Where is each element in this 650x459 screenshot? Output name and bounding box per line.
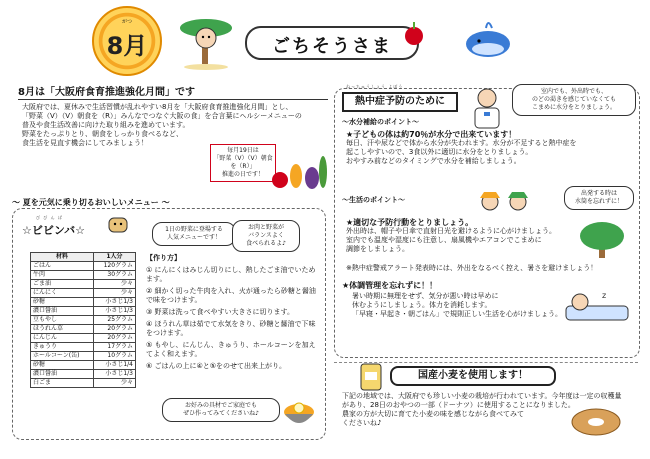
badge-line: 毎月19日は: [227, 147, 259, 154]
recipe-name-ruby: び び ん ば: [36, 215, 63, 220]
heading-ruby: ねっちゅうしょう よぼう: [346, 84, 404, 89]
step-item: ⑤ もやし、にんじん、きゅうり、ホールコーンを加えてよく和えます。: [146, 341, 316, 358]
badge-line: 「野菜（V）（V）朝食を（R）」: [213, 155, 273, 170]
intro-text: [22, 103, 308, 148]
table-row: [31, 271, 136, 280]
intro-line: 野菜をたっぷりとり、朝食をしっかり食べるなど、: [22, 130, 183, 138]
title-banner: [245, 26, 419, 60]
intro-line: 「野菜（V）（V）朝食を（R）」みんなでつなぐ大阪の食」を合言葉にヘルシーメニューの: [22, 112, 302, 120]
intro-line: 大阪府では、夏休みで生活習慣が乱れやすい8月を「大阪府食育推進強化月間」とし、: [22, 103, 293, 111]
serving-bubble: [152, 222, 236, 246]
vegetable-day-badge: [210, 144, 276, 182]
flour-bag-icon: [358, 358, 384, 392]
step-item: ⑥ ごはんの上に④と⑤をのせて出来上がり。: [146, 362, 287, 370]
recipe-name: ☆ビビンバ☆: [22, 224, 85, 237]
doctor-illustration: [466, 84, 508, 132]
outing-bubble-text: 出発する時は 水筒を忘れずに！: [574, 190, 623, 205]
table-row: [31, 334, 136, 343]
ingredient-amount: 少々: [93, 379, 135, 388]
life-line: ★適切な予防行動をとりましょう。: [346, 218, 474, 227]
flour-line: があり、28日のおやつの一部（ドーナツ）に使用することになりました。: [342, 401, 575, 409]
health-line: 「早寝・早起き・朝ごはん」で規則正しい生活を心がけましょう。: [352, 310, 562, 318]
table-header: 1人分: [93, 253, 135, 262]
donut-illustration: [566, 404, 626, 438]
table-row: [31, 361, 136, 370]
ingredient-name: ホールコーン(缶): [31, 352, 94, 361]
health-text: [352, 292, 562, 319]
ingredient-name: にんにく: [31, 289, 94, 298]
table-header: 材料: [31, 253, 94, 262]
ingredient-amount: 小さじ1/3: [93, 298, 135, 307]
table-row: [31, 289, 136, 298]
life-text: [346, 218, 572, 254]
ingredient-name: 濃口醤油: [31, 370, 94, 379]
table-row: [31, 325, 136, 334]
flour-line: 下記の地域では、大阪府でも珍しい小麦の栽培が行われています。今年度は一定の収穫量: [342, 392, 622, 400]
hydration-line: 毎日、汗や尿などで体から水分が失われます。水分が不足すると熱中症を: [346, 139, 577, 147]
ingredient-amount: 小さじ1/3: [93, 307, 135, 316]
hydration-line: ★子どもの体は約70％が水分で出来ています！: [346, 130, 517, 139]
ingredient-amount: 10グラム: [93, 352, 135, 361]
ingredients-table: [30, 252, 136, 388]
ingredient-name: ごま油: [31, 280, 94, 289]
ingredient-name: にんじん: [31, 334, 94, 343]
hydration-line: 起こしやすいので、3食以外に適切に水分をとりましょう。: [346, 148, 533, 156]
table-row: [31, 307, 136, 316]
health-line: 休むようにしましょう。体力を消耗します。: [352, 301, 492, 309]
ingredient-amount: 少々: [93, 289, 135, 298]
hydration-bubble: [512, 84, 636, 116]
ingredient-name: 豆もやし: [31, 316, 94, 325]
alert-note: ※熱中症警戒アラート発表時には、外出をなるべく控え、暑さを避けましょう！: [346, 264, 598, 272]
ingredient-amount: 小さじ1/4: [93, 361, 135, 370]
life-title: 〜生活のポイント〜: [342, 196, 405, 204]
ingredient-amount: 17グラム: [93, 343, 135, 352]
ingredient-amount: 20グラム: [93, 325, 135, 334]
serving-bubble-text: 1日の野菜に登場する 人気メニューです！: [165, 226, 223, 241]
footer-bubble-text: お好みの具材でご家庭でも ぜひ作ってみてくださいね♪: [183, 402, 259, 417]
ingredient-amount: 20グラム: [93, 334, 135, 343]
steps-title: 【作り方】: [146, 254, 181, 262]
ingredient-name: 白ごま: [31, 379, 94, 388]
children-with-hats-illustration: [476, 186, 536, 216]
ingredient-amount: 25グラム: [93, 316, 135, 325]
tree-shade-illustration: [576, 220, 628, 260]
flour-line: くださいね♪: [342, 419, 382, 427]
table-row: [31, 379, 136, 388]
month-label: 8月: [106, 32, 148, 60]
health-title: ★体調管理を忘れずに！！: [342, 281, 438, 290]
ingredient-name: きゅうり: [31, 343, 94, 352]
cow-icon: [106, 212, 130, 236]
health-line: 暑い時期に無理をせず、気分が悪い時は早めに: [352, 292, 499, 300]
step-item: ③ 野菜は洗って食べやすい大きさに切ります。: [146, 308, 294, 316]
hydration-text: [346, 130, 632, 166]
steps-list: [146, 266, 318, 371]
table-row: [31, 343, 136, 352]
table-row: [31, 280, 136, 289]
life-line: 調節をしましょう。: [346, 245, 409, 253]
ingredient-amount: 小さじ1/3: [93, 370, 135, 379]
ingredient-name: ほうれん草: [31, 325, 94, 334]
ingredient-name: ごはん: [31, 262, 94, 271]
ingredient-name: 濃口醤油: [31, 307, 94, 316]
badge-line: 推進の日です！: [221, 171, 264, 178]
table-row: [31, 298, 136, 307]
ingredient-name: 砂糖: [31, 298, 94, 307]
ingredient-name: 牛肉: [31, 271, 94, 280]
ingredient-amount: 少々: [93, 280, 135, 289]
flour-heading: 国産小麦を使用します！: [390, 366, 556, 386]
hydration-bubble-text: 室内でも、外出時でも、 のどの渇きを感じていなくても こまめに水分をとりましょう。: [531, 88, 616, 111]
left-headline: 8月は「大阪府食育推進強化月間」です: [18, 87, 328, 100]
month-ruby: がつ: [121, 19, 132, 25]
hydration-title: 〜水分補給のポイント〜: [342, 118, 419, 126]
heatstroke-heading: 熱中症予防のために: [342, 92, 458, 112]
table-row: [31, 316, 136, 325]
palm-mascot-illustration: [176, 10, 238, 70]
flour-line: 農家の方が大切に育てた小麦の味を感じながら食べてみて: [342, 410, 524, 418]
table-row: [31, 262, 136, 271]
ingredient-amount: 120グラム: [93, 262, 135, 271]
ingredient-amount: 30グラム: [93, 271, 135, 280]
hydration-line: おやすみ前などのタイミングで水分を補給しましょう。: [346, 157, 521, 165]
balance-bubble: [232, 220, 300, 252]
whale-icon: [462, 16, 518, 60]
vegetable-characters-illustration: [270, 150, 328, 194]
intro-line: 食生活を見直す機会にしてみましょう！: [22, 139, 148, 147]
outing-bubble: [564, 186, 634, 210]
sun-month-badge: [92, 6, 162, 76]
table-row: [31, 352, 136, 361]
svg-text:z: z: [602, 291, 607, 300]
step-item: ① にんにくはみじん切りにし、熱したごま油でいためます。: [146, 266, 316, 283]
bibimbap-bowl-illustration: [282, 390, 316, 432]
balance-bubble-text: お肉と野菜が バランスよく 食べられるよ♪: [246, 224, 286, 247]
intro-line: 普及や食生活改善に向けた取り組みを進めています。: [22, 121, 190, 129]
life-line: 外出時は、帽子や日傘で直射日光を避けるように心がけましょう。: [346, 227, 556, 235]
step-item: ② 細かく切った牛肉を入れ、火が通ったら砂糖と醤油で味をつけます。: [146, 287, 316, 304]
life-line: 室内でも温度や湿度にも注意し、扇風機やエアコンでこまめに: [346, 236, 542, 244]
page-title: ごちそうさま: [272, 36, 392, 57]
apple-icon: [402, 18, 426, 58]
ingredient-name: 砂糖: [31, 361, 94, 370]
step-item: ④ ほうれん草は茹でて水気をきり、砂糖と醤油で下味をつけます。: [146, 320, 316, 337]
section-title: ～ 夏を元気に乗り切るおいしいメニュー ～: [12, 198, 170, 207]
footer-bubble: [162, 398, 280, 422]
table-row: [31, 370, 136, 379]
sleeping-child-illustration: [562, 284, 632, 324]
